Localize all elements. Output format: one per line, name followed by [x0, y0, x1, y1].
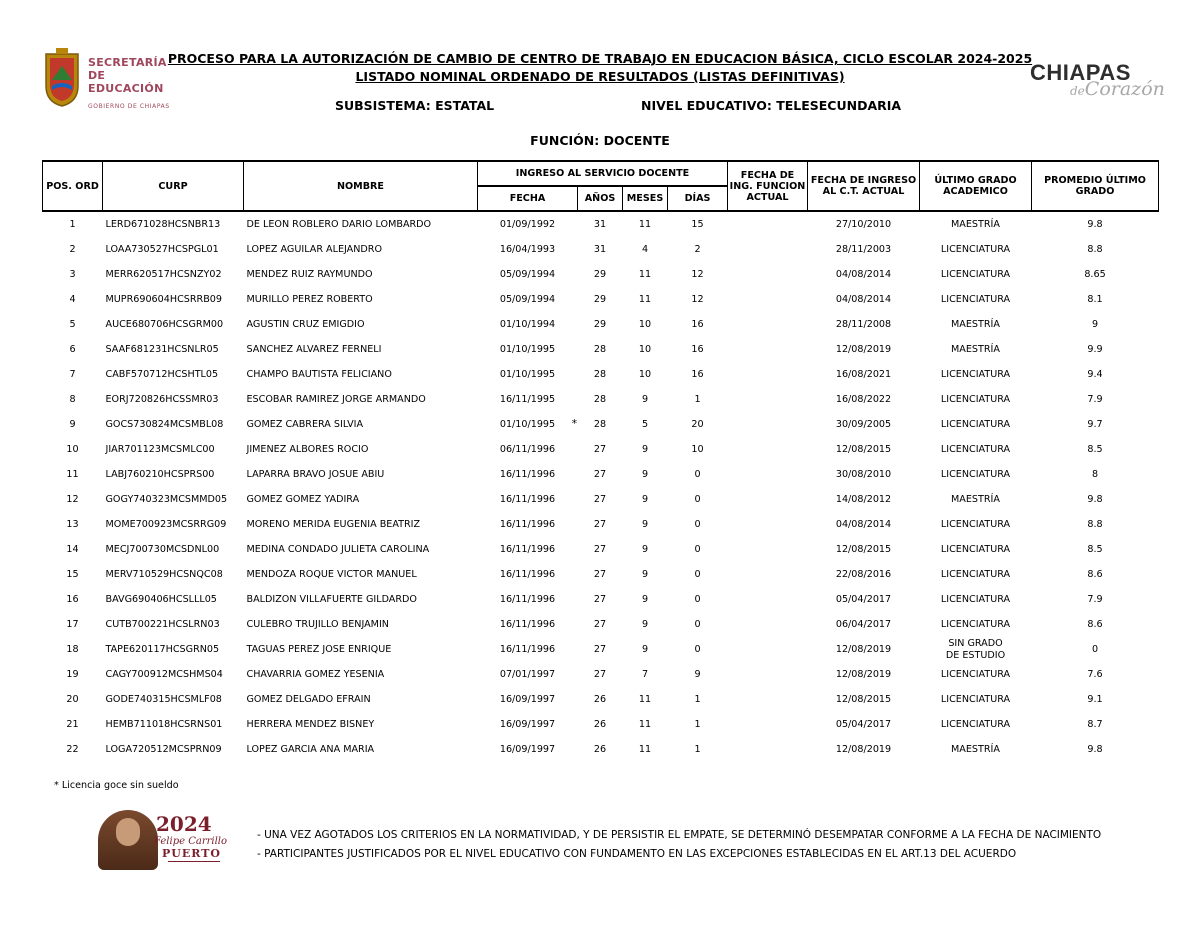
- cell-fecha: 07/01/1997: [499, 669, 556, 680]
- cell-nombre: ESCOBAR RAMIREZ JORGE ARMANDO: [246, 394, 426, 405]
- cell-promedio: 9.8: [1087, 219, 1103, 230]
- cell-promedio: 7.6: [1087, 669, 1103, 680]
- cell-pos: 20: [66, 694, 79, 705]
- cell-dias: 9: [694, 669, 701, 680]
- cell-nombre: TAGUAS PEREZ JOSE ENRIQUE: [246, 644, 392, 655]
- cell-ultimo-grado: LICENCIATURA: [940, 569, 1011, 580]
- cell-meses: 9: [641, 469, 649, 480]
- cell-fecha-ingreso-ct: 12/08/2015: [835, 544, 892, 555]
- header-fecha: FECHA: [478, 186, 578, 211]
- table-row: [43, 412, 1159, 437]
- cell-ultimo-grado: LICENCIATURA: [940, 719, 1011, 730]
- cell-promedio: 9.8: [1087, 744, 1103, 755]
- cell-meses: 10: [638, 369, 652, 380]
- cell-nombre: AGUSTIN CRUZ EMIGDIO: [246, 319, 365, 330]
- cell-fecha-ing-funcion: [728, 487, 808, 512]
- cell-fecha-ing-funcion: [728, 462, 808, 487]
- cell-curp: GOGY740323MCSMMD05: [105, 494, 228, 505]
- cell-fecha: 05/09/1994: [499, 269, 556, 280]
- cell-nombre: GOMEZ GOMEZ YADIRA: [246, 494, 360, 505]
- cell-meses: 11: [638, 269, 652, 280]
- cell-fecha: 01/10/1995: [499, 344, 556, 355]
- cell-pos: 7: [69, 369, 76, 380]
- cell-pos: 5: [69, 319, 76, 330]
- cell-dias: 10: [691, 444, 704, 455]
- logo-line-gobierno: GOBIERNO DE CHIAPAS: [88, 103, 170, 110]
- cell-anios: 26: [593, 744, 607, 755]
- cell-pos: 17: [66, 619, 79, 630]
- logo-divider: [168, 861, 220, 870]
- cell-fecha-ing-funcion: [728, 587, 808, 612]
- cell-meses: 9: [641, 394, 649, 405]
- cell-fecha-ingreso-ct: 27/10/2010: [835, 219, 892, 230]
- cell-anios: 29: [593, 269, 607, 280]
- cell-dias: 20: [691, 419, 704, 430]
- cell-fecha: 16/11/1996: [499, 644, 556, 655]
- cell-fecha-ingreso-ct: 05/04/2017: [835, 594, 892, 605]
- cell-meses: 9: [641, 519, 649, 530]
- cell-ultimo-grado: MAESTRÍA: [951, 344, 1000, 355]
- cell-dias: 0: [694, 644, 701, 655]
- table-row: [43, 612, 1159, 637]
- cell-ultimo-grado: SIN GRADO DE ESTUDIO: [945, 637, 1006, 661]
- cell-ultimo-grado: LICENCIATURA: [940, 394, 1011, 405]
- cell-fecha: 16/11/1995: [499, 394, 556, 405]
- cell-fecha-ingreso-ct: 12/08/2015: [835, 694, 892, 705]
- table-row: [43, 687, 1159, 712]
- cell-promedio: 7.9: [1087, 594, 1103, 605]
- cell-promedio: 9.9: [1087, 344, 1103, 355]
- header-curp: CURP: [103, 161, 244, 211]
- cell-fecha-ing-funcion: [728, 412, 808, 437]
- logo-line-secretaria: SECRETARÍA: [88, 56, 167, 69]
- cell-fecha: 16/11/1996: [499, 544, 556, 555]
- cell-fecha-ing-funcion: [728, 687, 808, 712]
- cell-fecha-ingreso-ct: 04/08/2014: [835, 269, 892, 280]
- cell-ultimo-grado: LICENCIATURA: [940, 619, 1011, 630]
- cell-meses: 11: [638, 744, 652, 755]
- cell-curp: HEMB711018HCSRNS01: [105, 719, 223, 730]
- cell-nombre: MENDOZA ROQUE VICTOR MANUEL: [246, 569, 417, 580]
- cell-dias: 0: [694, 544, 701, 555]
- cell-dias: 12: [691, 294, 704, 305]
- cell-pos: 11: [66, 469, 79, 480]
- cell-dias: 0: [694, 619, 701, 630]
- cell-dias: 15: [691, 219, 704, 230]
- cell-fecha: 01/09/1992: [499, 219, 556, 230]
- cell-fecha-ingreso-ct: 12/08/2019: [835, 644, 892, 655]
- table-body: [43, 211, 1159, 762]
- cell-meses: 9: [641, 544, 649, 555]
- cell-fecha: 16/11/1996: [499, 519, 556, 530]
- cell-anios: 28: [593, 419, 607, 430]
- header-pos: POS. ORD: [43, 161, 103, 211]
- cell-fecha-ing-funcion: [728, 537, 808, 562]
- cell-pos: 19: [66, 669, 79, 680]
- cell-anios: 31: [593, 219, 607, 230]
- cell-nombre: LAPARRA BRAVO JOSUE ABIU: [246, 469, 385, 480]
- cell-anios: 27: [593, 644, 607, 655]
- cell-curp: LABJ760210HCSPRS00: [105, 469, 215, 480]
- cell-ultimo-grado: LICENCIATURA: [940, 369, 1011, 380]
- cell-ultimo-grado: LICENCIATURA: [940, 244, 1011, 255]
- cell-dias: 1: [694, 394, 701, 405]
- cell-pos: 21: [66, 719, 79, 730]
- logo-chiapas-text: CHIAPAS: [1030, 60, 1131, 85]
- cell-ultimo-grado: MAESTRÍA: [951, 494, 1000, 505]
- cell-promedio: 7.9: [1087, 394, 1103, 405]
- cell-ultimo-grado: LICENCIATURA: [940, 469, 1011, 480]
- cell-anios: 27: [593, 594, 607, 605]
- cell-fecha-ingreso-ct: 12/08/2019: [835, 669, 892, 680]
- licencia-note: * Licencia goce sin sueldo: [54, 780, 179, 791]
- cell-nombre: MEDINA CONDADO JULIETA CAROLINA: [246, 544, 430, 555]
- cell-promedio: 8.8: [1087, 519, 1103, 530]
- cell-anios: 26: [593, 719, 607, 730]
- cell-promedio: 9.7: [1087, 419, 1103, 430]
- cell-curp: EORJ720826HCSSMR03: [105, 394, 219, 405]
- cell-promedio: 8.5: [1087, 544, 1103, 555]
- cell-fecha-ing-funcion: [728, 512, 808, 537]
- cell-fecha: 16/11/1996: [499, 494, 556, 505]
- table-row: [43, 462, 1159, 487]
- cell-fecha-ing-funcion: [728, 737, 808, 762]
- cell-fecha-ingreso-ct: 04/08/2014: [835, 519, 892, 530]
- cell-pos: 16: [66, 594, 79, 605]
- funcion-label: FUNCIÓN: DOCENTE: [530, 133, 670, 148]
- header-ingreso-servicio: INGRESO AL SERVICIO DOCENTE: [478, 161, 728, 186]
- cell-meses: 11: [638, 219, 652, 230]
- cell-fecha-ing-funcion: [728, 262, 808, 287]
- logo-name: Felipe Carrillo: [154, 836, 227, 847]
- cell-anios: 27: [593, 669, 607, 680]
- cell-curp: MERV710529HCSNQC08: [105, 569, 223, 580]
- table-header: [43, 161, 1159, 211]
- table-row: [43, 662, 1159, 687]
- footer-note-2: - PARTICIPANTES JUSTIFICADOS POR EL NIVEL EDUCATIVO CON FUNDAMENTO EN LAS EXCEPCIONES ESTABLECIDAS EN EL ART.13 DEL ACUERDO: [257, 848, 1017, 860]
- cell-dias: 12: [691, 269, 704, 280]
- cell-fecha-ing-funcion: [728, 237, 808, 262]
- cell-ultimo-grado: LICENCIATURA: [940, 594, 1011, 605]
- cell-fecha: 16/09/1997: [499, 694, 556, 705]
- cell-fecha-ingreso-ct: 16/08/2021: [835, 369, 892, 380]
- table-row: [43, 562, 1159, 587]
- table-row: [43, 362, 1159, 387]
- cell-fecha: 01/10/1994: [499, 319, 556, 330]
- cell-anios: 28: [593, 344, 607, 355]
- cell-meses: 9: [641, 594, 649, 605]
- header-ultimo-grado: ÚLTIMO GRADO ACADEMICO: [920, 161, 1032, 211]
- table-row: [43, 287, 1159, 312]
- cell-fecha: 16/11/1996: [499, 469, 556, 480]
- cell-fecha-ing-funcion: [728, 662, 808, 687]
- cell-dias: 0: [694, 569, 701, 580]
- cell-curp: CABF570712HCSHTL05: [105, 369, 219, 380]
- cell-curp: JIAR701123MCSMLC00: [105, 444, 215, 455]
- cell-promedio: 8.65: [1084, 269, 1106, 280]
- cell-nombre: GOMEZ DELGADO EFRAIN: [246, 694, 371, 705]
- cell-pos: 3: [69, 269, 76, 280]
- cell-ultimo-grado: MAESTRÍA: [951, 319, 1000, 330]
- cell-nombre: MURILLO PEREZ ROBERTO: [246, 294, 373, 305]
- cell-dias: 0: [694, 594, 701, 605]
- licencia-mark: *: [571, 417, 578, 430]
- cell-anios: 28: [593, 394, 607, 405]
- table-row: [43, 237, 1159, 262]
- cell-curp: BAVG690406HCSLLL05: [105, 594, 217, 605]
- cell-meses: 11: [638, 294, 652, 305]
- cell-curp: TAPE620117HCSGRN05: [105, 644, 220, 655]
- cell-nombre: CHAVARRIA GOMEZ YESENIA: [246, 669, 385, 680]
- cell-dias: 0: [694, 469, 701, 480]
- cell-meses: 5: [641, 419, 649, 430]
- cell-pos: 1: [69, 219, 76, 230]
- footer-note-1: - UNA VEZ AGOTADOS LOS CRITERIOS EN LA NORMATIVIDAD, Y DE PERSISTIR EL EMPATE, SE DETERMINÓ DESEMPATAR CONFORME A LA FECHA DE NACIMIENTO: [257, 829, 1102, 841]
- cell-anios: 26: [593, 694, 607, 705]
- cell-pos: 22: [66, 744, 79, 755]
- logo-line-educacion: DE EDUCACIÓN: [88, 69, 164, 95]
- header-dias: DÍAS: [668, 186, 728, 211]
- cell-curp: LERD671028HCSNBR13: [105, 219, 221, 230]
- cell-anios: 29: [593, 294, 607, 305]
- cell-promedio: 8.7: [1087, 719, 1103, 730]
- cell-curp: LOAA730527HCSPGL01: [105, 244, 219, 255]
- cell-dias: 16: [691, 369, 704, 380]
- cell-fecha: 16/04/1993: [499, 244, 556, 255]
- cell-fecha: 06/11/1996: [499, 444, 556, 455]
- cell-pos: 13: [66, 519, 79, 530]
- cell-fecha-ingreso-ct: 22/08/2016: [835, 569, 892, 580]
- table-row: [43, 211, 1159, 237]
- header-nombre: NOMBRE: [244, 161, 478, 211]
- table-row: [43, 737, 1159, 762]
- cell-pos: 6: [69, 344, 76, 355]
- cell-curp: SAAF681231HCSNLR05: [105, 344, 219, 355]
- cell-fecha: 16/09/1997: [499, 719, 556, 730]
- cell-ultimo-grado: MAESTRÍA: [951, 219, 1000, 230]
- header-meses: MESES: [623, 186, 668, 211]
- cell-dias: 1: [694, 744, 701, 755]
- cell-fecha-ingreso-ct: 05/04/2017: [835, 719, 892, 730]
- cell-meses: 9: [641, 494, 649, 505]
- subsistema-label: SUBSISTEMA: ESTATAL: [335, 98, 495, 113]
- cell-promedio: 8.8: [1087, 244, 1103, 255]
- cell-fecha-ing-funcion: [728, 312, 808, 337]
- cell-fecha-ing-funcion: [728, 337, 808, 362]
- cell-meses: 11: [638, 694, 652, 705]
- cell-fecha-ing-funcion: [728, 437, 808, 462]
- cell-promedio: 9.1: [1087, 694, 1103, 705]
- header-fecha-ing-funcion: FECHA DE ING. FUNCION ACTUAL: [728, 161, 808, 211]
- cell-fecha: 16/11/1996: [499, 594, 556, 605]
- cell-fecha-ing-funcion: [728, 637, 808, 662]
- cell-pos: 4: [69, 294, 76, 305]
- cell-ultimo-grado: LICENCIATURA: [940, 444, 1011, 455]
- cell-pos: 9: [69, 419, 76, 430]
- cell-pos: 10: [66, 444, 79, 455]
- cell-pos: 15: [66, 569, 79, 580]
- cell-anios: 27: [593, 619, 607, 630]
- cell-promedio: 8.6: [1087, 569, 1103, 580]
- cell-anios: 27: [593, 444, 607, 455]
- cell-meses: 9: [641, 444, 649, 455]
- cell-pos: 14: [66, 544, 79, 555]
- cell-nombre: HERRERA MENDEZ BISNEY: [246, 719, 375, 730]
- cell-meses: 10: [638, 344, 652, 355]
- cell-meses: 11: [638, 719, 652, 730]
- cell-ultimo-grado: LICENCIATURA: [940, 519, 1011, 530]
- cell-curp: CAGY700912MCSHMS04: [105, 669, 223, 680]
- cell-fecha-ingreso-ct: 30/08/2010: [835, 469, 892, 480]
- cell-fecha: 05/09/1994: [499, 294, 556, 305]
- cell-ultimo-grado: LICENCIATURA: [940, 694, 1011, 705]
- header-promedio: PROMEDIO ÚLTIMO GRADO: [1032, 161, 1159, 211]
- cell-meses: 7: [641, 669, 649, 680]
- cell-anios: 27: [593, 544, 607, 555]
- cell-anios: 27: [593, 469, 607, 480]
- cell-ultimo-grado: LICENCIATURA: [940, 294, 1011, 305]
- cell-meses: 9: [641, 569, 649, 580]
- table-row: [43, 712, 1159, 737]
- document-title: PROCESO PARA LA AUTORIZACIÓN DE CAMBIO DE CENTRO DE TRABAJO EN EDUCACION BÁSICA, CICLO ESCOLAR 2024-2025: [167, 51, 1033, 66]
- cell-meses: 4: [641, 244, 649, 255]
- table-row: [43, 262, 1159, 287]
- cell-meses: 9: [641, 644, 649, 655]
- table-row: [43, 512, 1159, 537]
- cell-fecha-ingreso-ct: 06/04/2017: [835, 619, 892, 630]
- cell-ultimo-grado: LICENCIATURA: [940, 544, 1011, 555]
- cell-fecha-ing-funcion: [728, 287, 808, 312]
- cell-fecha-ingreso-ct: 28/11/2008: [835, 319, 892, 330]
- cell-ultimo-grado: MAESTRÍA: [951, 744, 1000, 755]
- cell-fecha: 01/10/1995 *: [499, 417, 578, 430]
- cell-pos: 18: [66, 644, 79, 655]
- cell-curp: LOGA720512MCSPRN09: [105, 744, 222, 755]
- table-row: [43, 537, 1159, 562]
- cell-ultimo-grado: LICENCIATURA: [940, 669, 1011, 680]
- cell-fecha-ing-funcion: [728, 211, 808, 237]
- cell-nombre: GOMEZ CABRERA SILVIA: [246, 419, 364, 430]
- cell-anios: 27: [593, 519, 607, 530]
- cell-anios: 29: [593, 319, 607, 330]
- cell-anios: 28: [593, 369, 607, 380]
- cell-fecha-ingreso-ct: 12/08/2019: [835, 344, 892, 355]
- cell-promedio: 8.5: [1087, 444, 1103, 455]
- cell-fecha-ing-funcion: [728, 712, 808, 737]
- cell-nombre: LOPEZ GARCIA ANA MARIA: [246, 744, 375, 755]
- cell-pos: 8: [69, 394, 76, 405]
- cell-nombre: JIMENEZ ALBORES ROCIO: [246, 444, 369, 455]
- cell-nombre: CHAMPO BAUTISTA FELICIANO: [246, 369, 392, 380]
- cell-curp: MUPR690604HCSRRB09: [105, 294, 222, 305]
- cell-fecha-ingreso-ct: 16/08/2022: [835, 394, 892, 405]
- logo-corazon-text: deCorazón: [1070, 78, 1165, 100]
- cell-fecha-ingreso-ct: 14/08/2012: [835, 494, 892, 505]
- cell-promedio: 8: [1091, 469, 1099, 480]
- header-anios: AÑOS: [578, 186, 623, 211]
- cell-ultimo-grado: LICENCIATURA: [940, 419, 1011, 430]
- cell-fecha: 16/11/1996: [499, 619, 556, 630]
- cell-promedio: 0: [1091, 644, 1099, 655]
- cell-curp: GODE740315HCSMLF08: [105, 694, 222, 705]
- cell-nombre: DE LEON ROBLERO DARIO LOMBARDO: [246, 219, 432, 230]
- cell-anios: 27: [593, 494, 607, 505]
- table-row: [43, 312, 1159, 337]
- table-row: [43, 637, 1159, 662]
- table-row: [43, 387, 1159, 412]
- cell-meses: 10: [638, 319, 652, 330]
- document-subtitle: LISTADO NOMINAL ORDENADO DE RESULTADOS (LISTAS DEFINITIVAS): [355, 69, 845, 84]
- cell-nombre: MENDEZ RUIZ RAYMUNDO: [246, 269, 373, 280]
- results-table: [42, 160, 1159, 762]
- cell-fecha-ingreso-ct: 30/09/2005: [835, 419, 892, 430]
- cell-promedio: 8.6: [1087, 619, 1103, 630]
- cell-fecha-ingreso-ct: 12/08/2019: [835, 744, 892, 755]
- cell-meses: 9: [641, 619, 649, 630]
- cell-pos: 2: [69, 244, 76, 255]
- cell-nombre: BALDIZON VILLAFUERTE GILDARDO: [246, 594, 417, 605]
- cell-dias: 1: [694, 694, 701, 705]
- logo-year: 2024: [156, 812, 212, 836]
- cell-fecha: 16/11/1996: [499, 569, 556, 580]
- cell-dias: 16: [691, 344, 704, 355]
- table-row: [43, 437, 1159, 462]
- cell-fecha-ingreso-ct: 04/08/2014: [835, 294, 892, 305]
- cell-nombre: MORENO MERIDA EUGENIA BEATRIZ: [246, 519, 421, 530]
- cell-promedio: 9.8: [1087, 494, 1103, 505]
- cell-curp: MECJ700730MCSDNL00: [105, 544, 220, 555]
- cell-fecha: 16/09/1997: [499, 744, 556, 755]
- cell-dias: 16: [691, 319, 704, 330]
- cell-fecha-ing-funcion: [728, 387, 808, 412]
- portrait-icon: [98, 810, 158, 870]
- cell-curp: MERR620517HCSNZY02: [105, 269, 222, 280]
- cell-fecha-ingreso-ct: 28/11/2003: [835, 244, 892, 255]
- cell-nombre: LOPEZ AGUILAR ALEJANDRO: [246, 244, 383, 255]
- header-fecha-ingreso-ct: FECHA DE INGRESO AL C.T. ACTUAL: [808, 161, 920, 211]
- cell-curp: CUTB700221HCSLRN03: [105, 619, 220, 630]
- cell-dias: 1: [694, 719, 701, 730]
- cell-promedio: 8.1: [1087, 294, 1103, 305]
- cell-promedio: 9: [1091, 319, 1099, 330]
- cell-fecha: 01/10/1995: [499, 369, 556, 380]
- cell-curp: GOCS730824MCSMBL08: [105, 419, 224, 430]
- cell-dias: 0: [694, 494, 701, 505]
- cell-anios: 31: [593, 244, 607, 255]
- cell-fecha-ing-funcion: [728, 562, 808, 587]
- cell-fecha-ing-funcion: [728, 612, 808, 637]
- cell-ultimo-grado: LICENCIATURA: [940, 269, 1011, 280]
- cell-anios: 27: [593, 569, 607, 580]
- cell-fecha-ing-funcion: [728, 362, 808, 387]
- cell-fecha-ingreso-ct: 12/08/2015: [835, 444, 892, 455]
- cell-nombre: CULEBRO TRUJILLO BENJAMIN: [246, 619, 389, 630]
- cell-promedio: 9.4: [1087, 369, 1103, 380]
- cell-curp: AUCE680706HCSGRM00: [105, 319, 224, 330]
- table-row: [43, 587, 1159, 612]
- cell-nombre: SANCHEZ ALVAREZ FERNELI: [246, 344, 382, 355]
- cell-pos: 12: [66, 494, 79, 505]
- logo-place: PUERTO: [162, 847, 221, 860]
- table-row: [43, 487, 1159, 512]
- nivel-educativo-label: NIVEL EDUCATIVO: TELESECUNDARIA: [641, 98, 902, 113]
- cell-dias: 0: [694, 519, 701, 530]
- felipe-carrillo-puerto-2024-logo: [98, 810, 228, 872]
- table-row: [43, 337, 1159, 362]
- cell-curp: MOME700923MCSRRG09: [105, 519, 227, 530]
- cell-dias: 2: [694, 244, 701, 255]
